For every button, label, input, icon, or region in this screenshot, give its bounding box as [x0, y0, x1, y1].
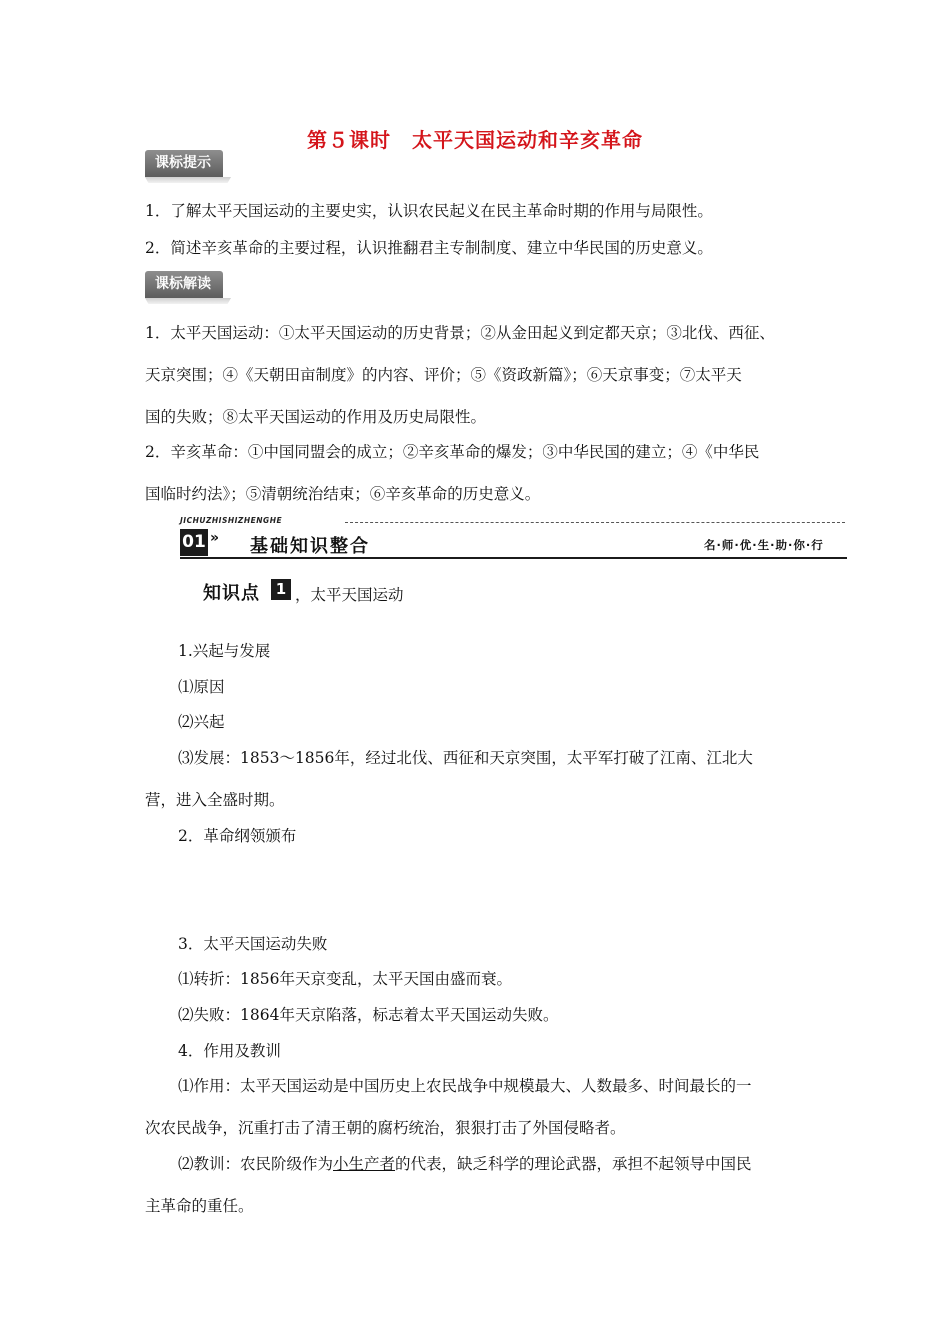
interpret-line-3: 国的失败；⑧太平天国运动的作用及历史局限性。 — [145, 408, 487, 426]
tag-shadow — [145, 177, 231, 183]
section-dashed-rule — [345, 522, 845, 523]
lesson-title: 第５课时 太平天国运动和辛亥革命 — [307, 128, 643, 152]
section-pinyin: JICHUZHISHIZHENGHE — [180, 516, 283, 525]
knowledge-point-title: ，太平天国运动 — [295, 586, 404, 604]
knowledge-point-number: 1 — [271, 579, 291, 600]
body-line: 主革命的重任。 — [145, 1197, 254, 1215]
curriculum-interpret-tag: 课标解读 — [145, 271, 223, 298]
body-line: ⑵兴起 — [178, 713, 225, 731]
curriculum-hint-tag: 课标提示 — [145, 150, 223, 177]
hint-item-2: 2．简述辛亥革命的主要过程，认识推翻君主专制制度、建立中华民国的历史意义。 — [145, 239, 713, 257]
interpret-line-1: 1．太平天国运动：①太平天国运动的历史背景；②从金田起义到定都天京；③北伐、西征、 — [145, 324, 775, 342]
body-line: 2．革命纲领颁布 — [178, 827, 297, 845]
body-line: 4．作用及教训 — [178, 1042, 281, 1060]
hint-item-1: 1．了解太平天国运动的主要史实，认识农民起义在民主革命时期的作用与局限性。 — [145, 202, 713, 220]
body-line-lesson — [178, 1153, 752, 1175]
section-arrow-icon: » — [210, 530, 220, 546]
lesson-prefix: ⑵教训：农民阶级作为 — [178, 1155, 334, 1173]
section-slogan: 名·师·优·生·助·你·行 — [704, 538, 824, 552]
body-line: ⑴作用：太平天国运动是中国历史上农民战争中规模最大、人数最多、时间最长的一 — [178, 1077, 752, 1095]
body-line: ⑶发展：1853～1856年，经过北伐、西征和天京突围，太平军打破了江南、江北大 — [178, 749, 753, 767]
body-line: ⑵失败：1864年天京陷落，标志着太平天国运动失败。 — [178, 1006, 559, 1024]
body-line: 1.兴起与发展 — [178, 642, 271, 660]
body-line: ⑴转折：1856年天京变乱，太平天国由盛而衰。 — [178, 970, 512, 988]
knowledge-point-label: 知识点 — [203, 583, 260, 604]
tag-shadow — [145, 298, 231, 304]
section-number: 01 — [180, 529, 208, 556]
lesson-suffix: 的代表，缺乏科学的理论武器，承担不起领导中国民 — [395, 1155, 752, 1173]
interpret-line-5: 国临时约法》；⑤清朝统治结束；⑥辛亥革命的历史意义。 — [145, 485, 541, 503]
body-line: 3．太平天国运动失败 — [178, 935, 328, 953]
body-line: 营，进入全盛时期。 — [145, 791, 285, 809]
section-title: 基础知识整合 — [250, 536, 370, 557]
body-line: ⑴原因 — [178, 678, 225, 696]
interpret-line-4: 2．辛亥革命：①中国同盟会的成立；②辛亥革命的爆发；③中华民国的建立；④《中华民 — [145, 443, 760, 461]
body-line: 次农民战争，沉重打击了清王朝的腐朽统治，狠狠打击了外国侵略者。 — [145, 1119, 626, 1137]
underlined-term: 小生产者 — [333, 1155, 396, 1173]
interpret-line-2: 天京突围；④《天朝田亩制度》的内容、评价；⑤《资政新篇》；⑥天京事变；⑦太平天 — [145, 366, 742, 384]
section-underline — [180, 557, 847, 559]
